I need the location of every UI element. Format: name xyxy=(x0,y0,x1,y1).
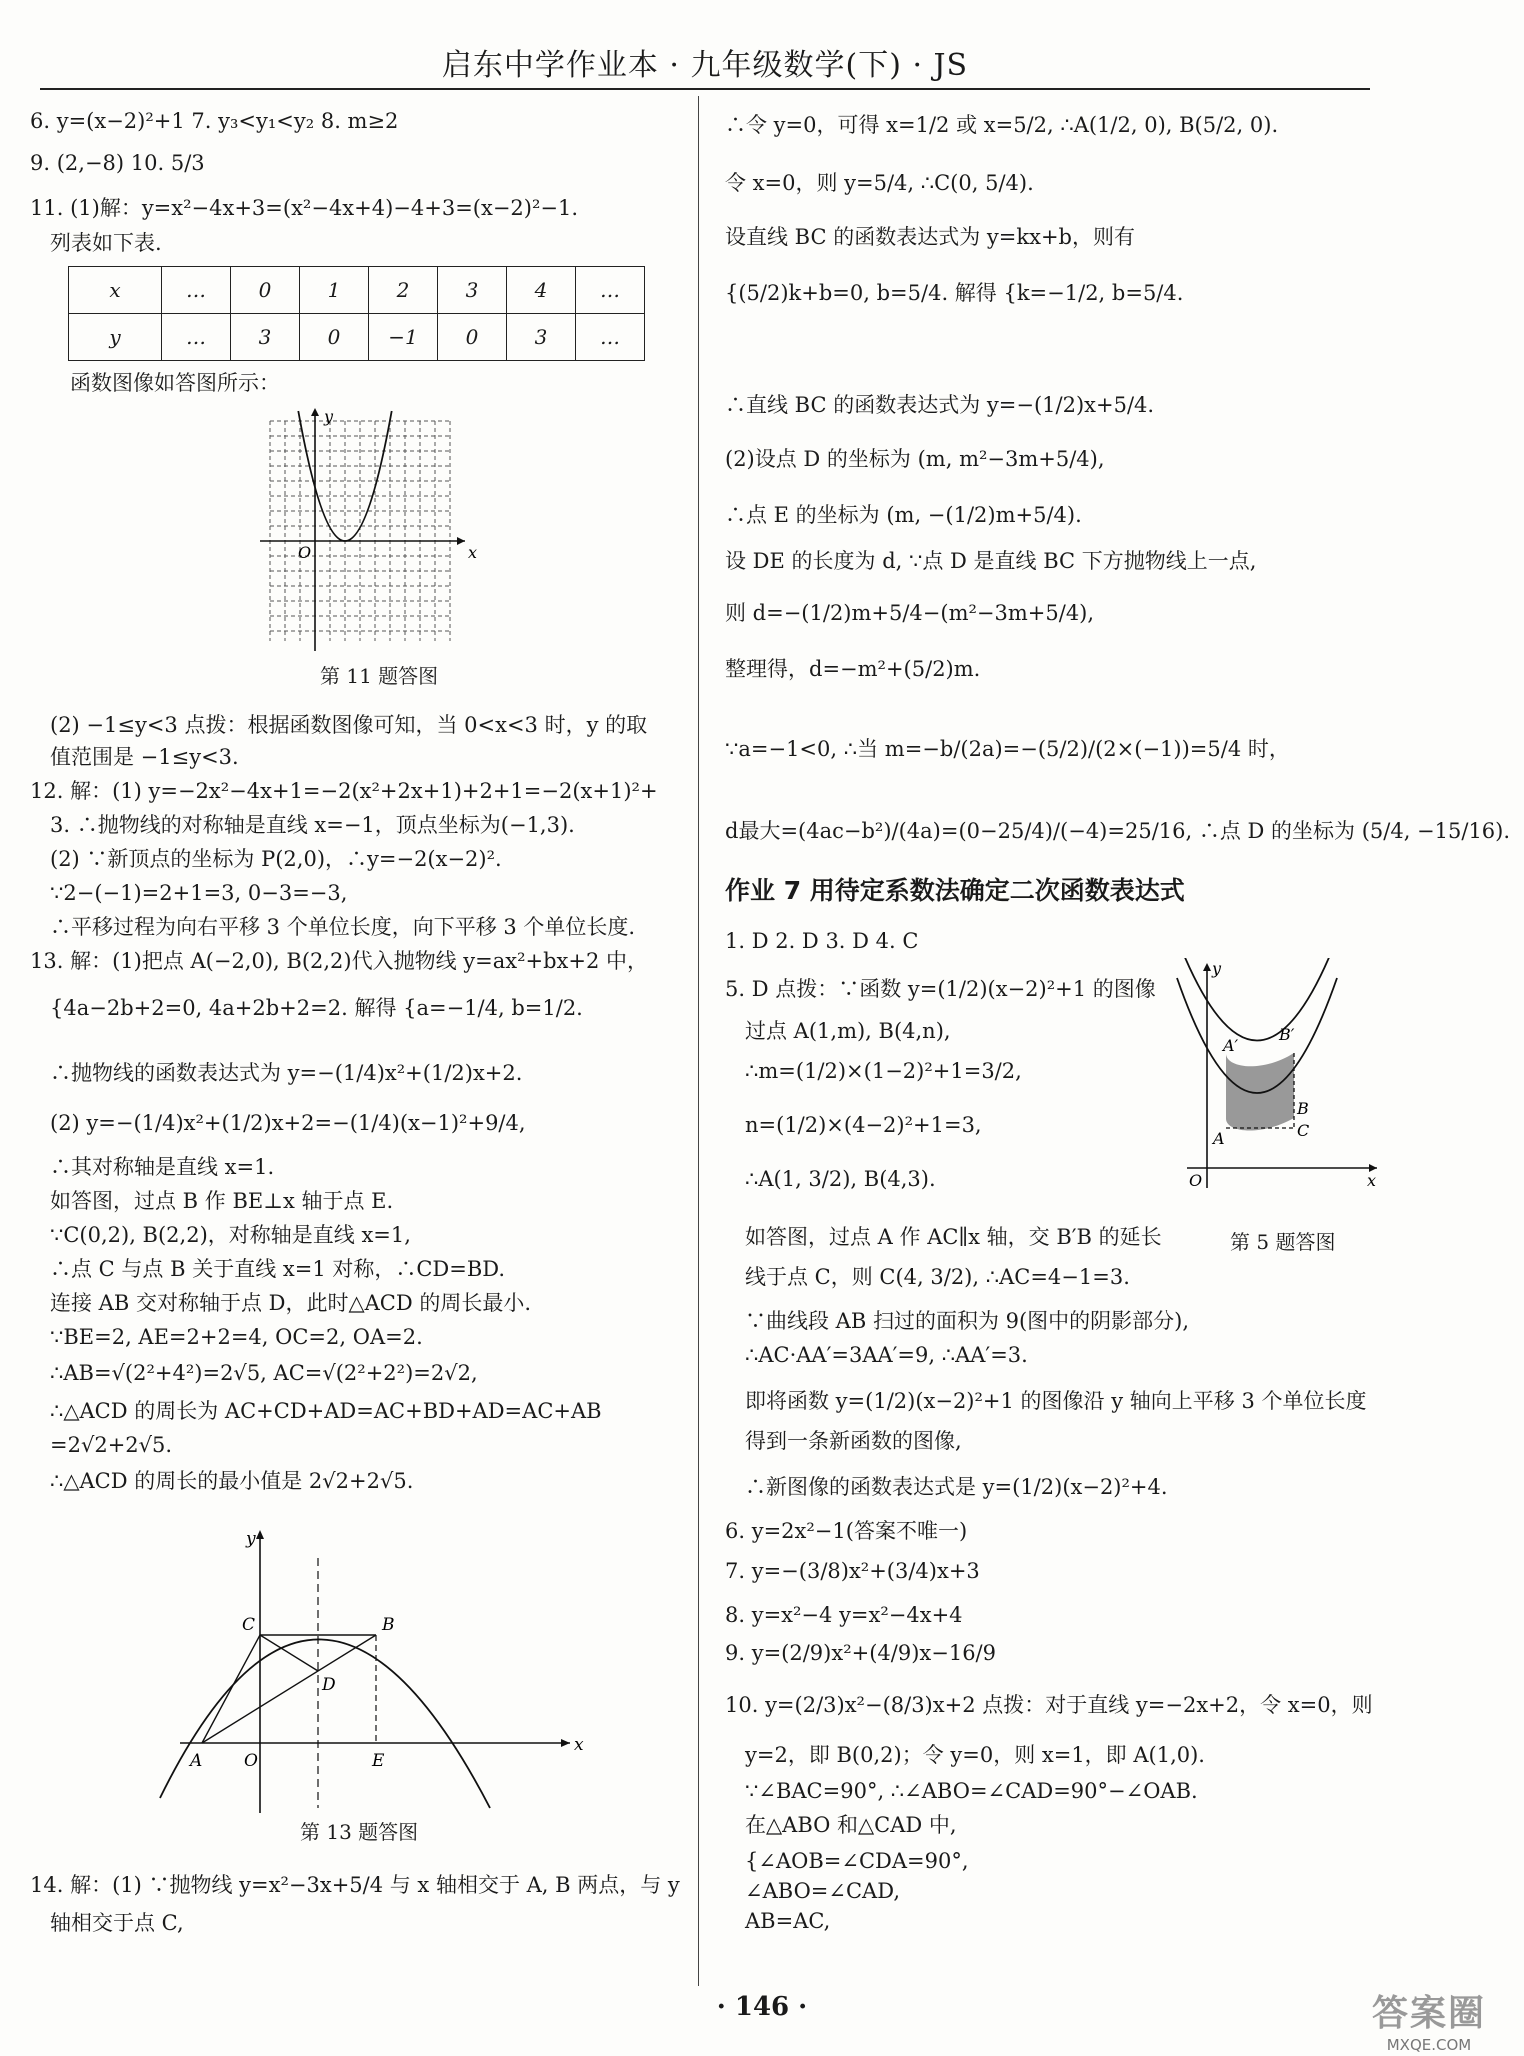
answer-line: ∴新图像的函数表达式是 y=(1/2)(x−2)²+4. xyxy=(745,1475,1168,1499)
answer-line: 则 d=−(1/2)m+5/4−(m²−3m+5/4), xyxy=(725,601,1095,625)
table-row-x xyxy=(69,267,645,314)
answer-line: 连接 AB 交对称轴于点 D，此时△ACD 的周长最小. xyxy=(50,1291,532,1315)
answer-line: ∴AB=√(2²+4²)=2√5, AC=√(2²+2²)=2√2, xyxy=(50,1361,478,1385)
fig13-x-label: x xyxy=(574,1735,584,1755)
fig5-a-label: A xyxy=(1213,1129,1225,1148)
answer-line: ∵a=−1<0, ∴当 m=−b/(2a)=−(5/2)/(2×(−1))=5/4 时， xyxy=(725,737,1290,761)
fig5-y-arrow xyxy=(1203,963,1211,971)
answer-line: ∴平移过程为向右平移 3 个单位长度，向下平移 3 个单位长度. xyxy=(50,915,636,939)
answer-line: ∵∠BAC=90°, ∴∠ABO=∠CAD=90°−∠OAB. xyxy=(745,1779,1198,1803)
table-cell: 3 xyxy=(507,314,576,361)
answer-line: ∴△ACD 的周长为 AC+CD+AD=AC+BD+AD=AC+AB xyxy=(50,1399,602,1423)
fig13-caption: 第 13 题答图 xyxy=(300,1820,419,1844)
answer-line: ∵2−(−1)=2+1=3, 0−3=−3, xyxy=(50,881,348,905)
table-cell: 0 xyxy=(438,314,507,361)
answer-line: 7. y=−(3/8)x²+(3/4)x+3 xyxy=(725,1559,980,1583)
fig11-graph xyxy=(260,406,500,656)
answer-line: 9. (2,−8) 10. 5/3 xyxy=(30,151,205,175)
answer-line: ∴点 E 的坐标为 (m, −(1/2)m+5/4). xyxy=(725,503,1082,527)
answer-line: 5. D 点拨：∵函数 y=(1/2)(x−2)²+1 的图像 xyxy=(725,977,1156,1001)
page-number: · 146 · xyxy=(716,1992,808,2022)
fig13-graph xyxy=(150,1518,590,1818)
answer-line: AB=AC, xyxy=(745,1909,831,1933)
fig11-x-label: x xyxy=(468,543,478,562)
table-cell: −1 xyxy=(369,314,438,361)
watermark-logo: 答案圈 xyxy=(1371,1993,1486,2034)
answer-line: ∴A(1, 3/2), B(4,3). xyxy=(745,1167,936,1191)
answer-line: 6. y=2x²−1(答案不唯一) xyxy=(725,1519,968,1543)
table-cell: y xyxy=(69,314,162,361)
value-table xyxy=(68,266,645,361)
answer-line: ∴直线 BC 的函数表达式为 y=−(1/2)x+5/4. xyxy=(725,393,1155,417)
answer-line: 9. y=(2/9)x²+(4/9)x−16/9 xyxy=(725,1641,996,1665)
fig11-x-arrow xyxy=(457,537,465,545)
page-header xyxy=(40,30,1370,90)
answer-line: n=(1/2)×(4−2)²+1=3, xyxy=(745,1113,982,1137)
fig13-b-label: B xyxy=(382,1615,395,1635)
fig11-y-arrow xyxy=(311,408,319,416)
table-cell: … xyxy=(576,267,645,314)
answer-line: 线于点 C，则 C(4, 3/2), ∴AC=4−1=3. xyxy=(745,1265,1130,1289)
fig11-y-label: y xyxy=(324,407,334,426)
answer-line: 即将函数 y=(1/2)(x−2)²+1 的图像沿 y 轴向上平移 3 个单位长度 xyxy=(745,1389,1367,1413)
fig13-y-arrow xyxy=(256,1530,264,1539)
answer-line: 14. 解：(1) ∵抛物线 y=x²−3x+5/4 与 x 轴相交于 A, B 两点，与 y xyxy=(30,1873,680,1897)
table-row-y xyxy=(69,314,645,361)
answer-line: 12. 解：(1) y=−2x²−4x+1=−2(x²+2x+1)+2+1=−2(x+1)²+ xyxy=(30,779,658,803)
page-header-title: 启东中学作业本 · 九年级数学(下) · JS xyxy=(441,48,969,83)
section-title: 作业 7 用待定系数法确定二次函数表达式 xyxy=(725,876,1185,905)
answer-line: ∴其对称轴是直线 x=1. xyxy=(50,1155,275,1179)
answer-line: 6. y=(x−2)²+1 7. y₃<y₁<y₂ 8. m≥2 xyxy=(30,109,399,133)
table-cell: … xyxy=(162,267,231,314)
table-cell: x xyxy=(69,267,162,314)
fig13-ac-segment xyxy=(202,1635,260,1743)
answer-line: 列表如下表. xyxy=(50,231,162,255)
watermark xyxy=(1372,1985,1486,2054)
answer-line: 过点 A(1,m), B(4,n), xyxy=(745,1019,951,1043)
answer-line: 整理得，d=−m²+(5/2)m. xyxy=(725,657,981,681)
answer-line: 1. D 2. D 3. D 4. C xyxy=(725,929,919,953)
fig5-c-label: C xyxy=(1297,1121,1310,1140)
table-cell: 4 xyxy=(507,267,576,314)
table-cell: 3 xyxy=(438,267,507,314)
answer-line: 如答图，过点 B 作 BE⊥x 轴于点 E. xyxy=(50,1189,394,1213)
fig5-parabola-upper xyxy=(1177,958,1337,1041)
fig5-o-label: O xyxy=(1189,1171,1203,1190)
answer-line: (2)设点 D 的坐标为 (m, m²−3m+5/4), xyxy=(725,447,1105,471)
fig11-grid xyxy=(270,421,450,641)
fig11-caption: 第 11 题答图 xyxy=(320,664,439,688)
answer-line: ∵曲线段 AB 扫过的面积为 9(图中的阴影部分), xyxy=(745,1309,1190,1333)
fig5-b-label: B xyxy=(1297,1099,1309,1118)
answer-line: d最大=(4ac−b²)/(4a)=(0−25/4)/(−4)=25/16, ∴点 D 的坐标为 (5/4, −15/16). xyxy=(725,819,1511,843)
table-cell: 0 xyxy=(231,267,300,314)
column-divider xyxy=(698,96,699,1986)
fig13-a-label: A xyxy=(190,1751,203,1771)
answer-line: 得到一条新函数的图像, xyxy=(745,1429,962,1453)
fig13-y-label: y xyxy=(246,1529,256,1549)
fig11-origin-label: O xyxy=(298,543,312,562)
fig13-c-label: C xyxy=(242,1615,256,1635)
fig13-x-arrow xyxy=(561,1739,570,1747)
fig5-aprime-label: A′ xyxy=(1223,1036,1239,1055)
answer-line: ∴点 C 与点 B 关于直线 x=1 对称，∴CD=BD. xyxy=(50,1257,506,1281)
fig5-bprime-label: B′ xyxy=(1279,1025,1295,1044)
answer-line: 轴相交于点 C, xyxy=(50,1911,184,1935)
answer-line: ∴△ACD 的周长的最小值是 2√2+2√5. xyxy=(50,1469,414,1493)
table-cell: 3 xyxy=(231,314,300,361)
fig13-o-label: O xyxy=(244,1751,258,1771)
answer-line: 3. ∴抛物线的对称轴是直线 x=−1，顶点坐标为(−1,3). xyxy=(50,813,575,837)
answer-line: 设 DE 的长度为 d, ∵点 D 是直线 BC 下方抛物线上一点, xyxy=(725,549,1257,573)
answer-line: 11. (1)解：y=x²−4x+3=(x²−4x+4)−4+3=(x−2)²−1. xyxy=(30,196,579,220)
answer-line: (2) −1≤y<3 点拨：根据函数图像可知，当 0<x<3 时，y 的取 xyxy=(50,713,648,737)
answer-line: 在△ABO 和△CAD 中, xyxy=(745,1813,957,1837)
answer-line: 10. y=(2/3)x²−(8/3)x+2 点拨：对于直线 y=−2x+2，令 x=0，则 xyxy=(725,1693,1373,1717)
fig13-parabola xyxy=(160,1639,490,1808)
answer-line: 值范围是 −1≤y<3. xyxy=(50,745,239,769)
fig5-caption: 第 5 题答图 xyxy=(1230,1230,1336,1254)
answer-line: ∵BE=2, AE=2+2=4, OC=2, OA=2. xyxy=(50,1325,423,1349)
answer-line: =2√2+2√5. xyxy=(50,1433,173,1457)
fig13-d-label: D xyxy=(322,1675,336,1695)
answer-line: ∠ABO=∠CAD, xyxy=(745,1879,900,1903)
answer-line: ∴m=(1/2)×(1−2)²+1=3/2, xyxy=(745,1059,1022,1083)
table-cell: 2 xyxy=(369,267,438,314)
answer-line: ∴令 y=0，可得 x=1/2 或 x=5/2, ∴A(1/2, 0), B(5/2, 0). xyxy=(725,113,1279,137)
answer-line: 8. y=x²−4 y=x²−4x+4 xyxy=(725,1603,963,1627)
answer-line: {4a−2b+2=0, 4a+2b+2=2. 解得 {a=−1/4, b=1/2. xyxy=(50,996,583,1020)
answer-line: {∠AOB=∠CDA=90°, xyxy=(745,1849,969,1873)
answer-line: ∴AC·AA′=3AA′=9, ∴AA′=3. xyxy=(745,1343,1028,1367)
fig13-e-label: E xyxy=(372,1751,385,1771)
watermark-url: MXQE.COM xyxy=(1386,2036,1472,2054)
fig5-graph xyxy=(1167,958,1387,1198)
table-cell: … xyxy=(162,314,231,361)
answer-line: 设直线 BC 的函数表达式为 y=kx+b，则有 xyxy=(725,225,1135,249)
answer-line: ∴抛物线的函数表达式为 y=−(1/4)x²+(1/2)x+2. xyxy=(50,1061,523,1085)
fig5-x-label: x xyxy=(1367,1171,1377,1190)
answer-line: 13. 解：(1)把点 A(−2,0), B(2,2)代入抛物线 y=ax²+bx+2 中， xyxy=(30,949,649,973)
fig5-shaded-region xyxy=(1226,1053,1294,1131)
answer-line: 函数图像如答图所示： xyxy=(70,371,280,395)
answer-line: 如答图，过点 A 作 AC∥x 轴，交 B′B 的延长 xyxy=(745,1225,1162,1249)
table-cell: 1 xyxy=(300,267,369,314)
table-cell: 0 xyxy=(300,314,369,361)
answer-line: (2) ∵新顶点的坐标为 P(2,0)，∴y=−2(x−2)². xyxy=(50,847,502,871)
fig5-y-label: y xyxy=(1212,959,1222,978)
answer-line: {(5/2)k+b=0, b=5/4. 解得 {k=−1/2, b=5/4. xyxy=(725,281,1184,305)
answer-line: (2) y=−(1/4)x²+(1/2)x+2=−(1/4)(x−1)²+9/4, xyxy=(50,1111,526,1135)
table-cell: … xyxy=(576,314,645,361)
answer-line: ∵C(0,2), B(2,2)，对称轴是直线 x=1, xyxy=(50,1223,411,1247)
answer-line: 令 x=0，则 y=5/4, ∴C(0, 5/4). xyxy=(725,171,1034,195)
answer-line: y=2，即 B(0,2)；令 y=0，则 x=1，即 A(1,0). xyxy=(745,1743,1205,1767)
